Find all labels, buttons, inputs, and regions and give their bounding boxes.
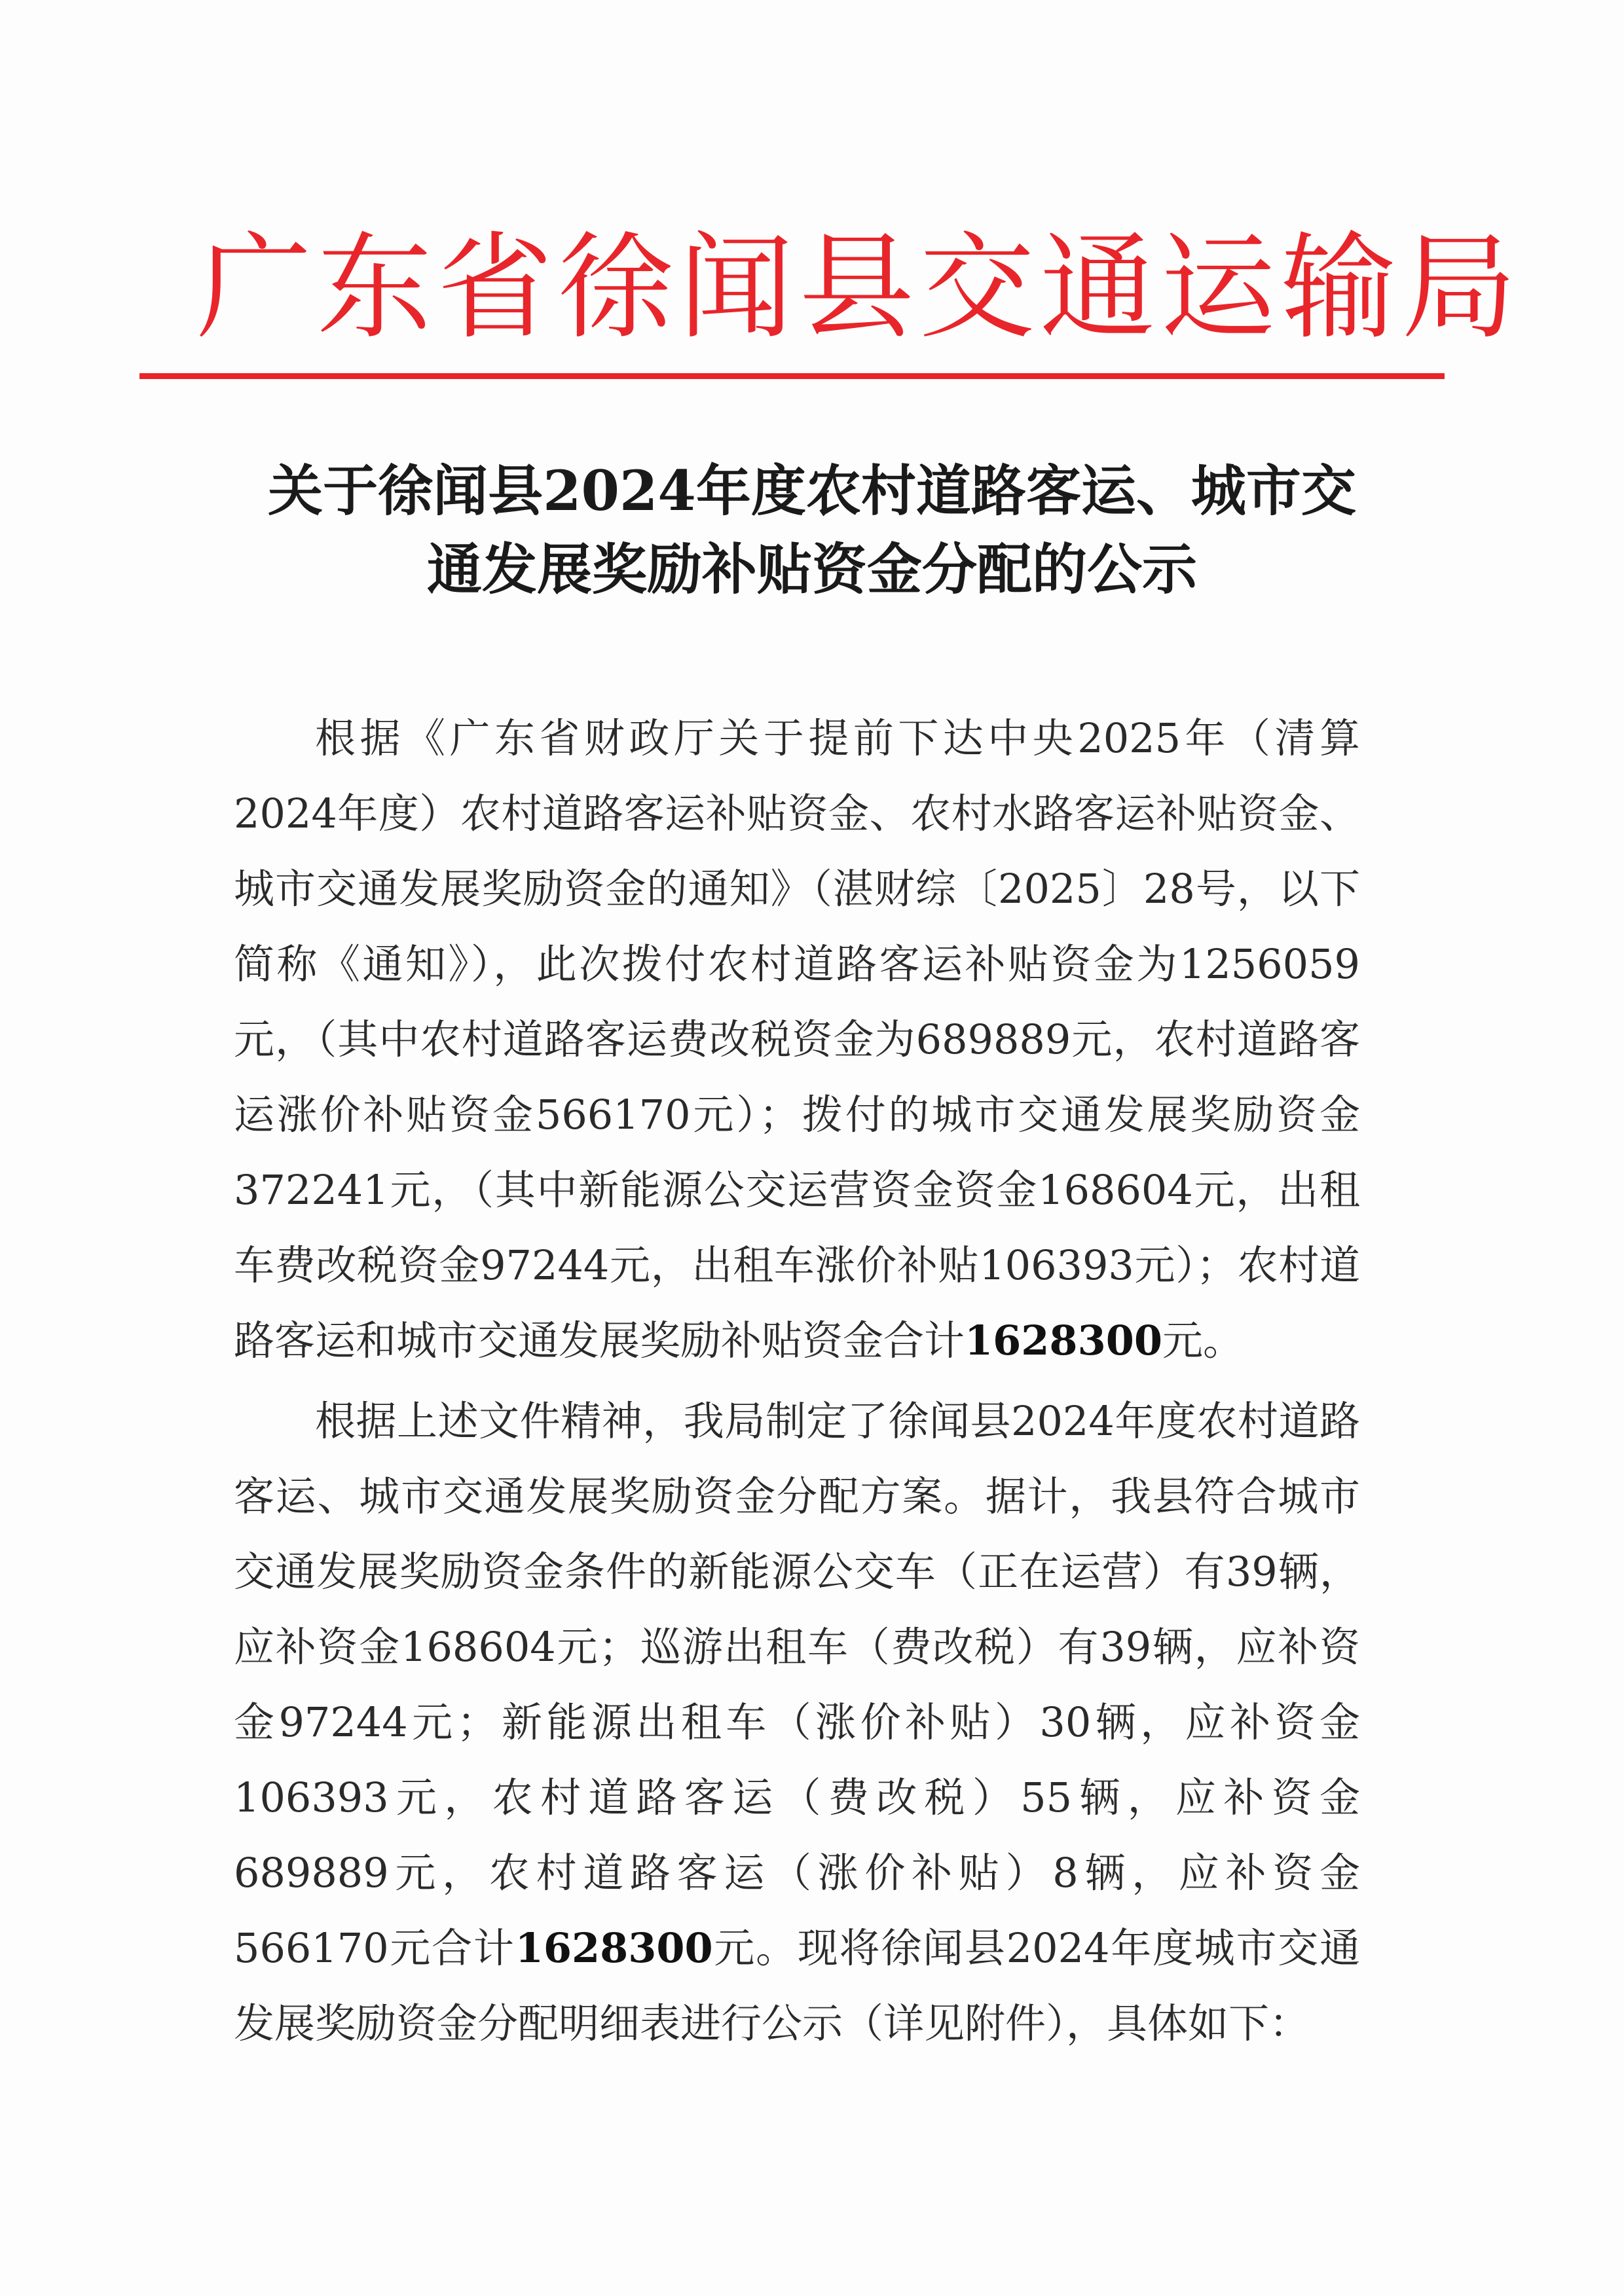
paragraph-1-text: 根据《广东省财政厅关于提前下达中央2025年（清算2024年度）农村道路客运补贴资金、农村水路客运补贴资金、城市交通发展奖励资金的通知》（湛财综〔2025〕28号，以下简称《通知》），此次拨付农村道路客运补贴资金为1256059元，（其中农村道路客运费改税资金为689889元，农村道路客运涨价补贴资金566170元）；拨付的城市交通发展奖励资金372241元，（其中新能源公交运营资金资金168604元，出租车费改税资金97244元，出租车涨价补贴106393元）；农村道路客运和城市交通发展奖励补贴资金合计 [234, 714, 1360, 1364]
document-title [196, 452, 1428, 609]
body-paragraph-1 [234, 701, 1360, 1378]
agency-letterhead: 广东省徐闻县交通运输局 [196, 221, 1522, 355]
title-line-1: 关于徐闻县2024年度农村道路客运、城市交 [268, 458, 1356, 523]
paragraph-1-text-end: 元。 [1162, 1317, 1244, 1364]
paragraph-2-text: 根据上述文件精神，我局制定了徐闻县2024年度农村道路客运、城市交通发展奖励资金分配方案。据计，我县符合城市交通发展奖励资金条件的新能源公交车（正在运营）有39辆，应补资金168604元；巡游出租车（费改税）有39辆，应补资金97244元；新能源出租车（涨价补贴）30辆，应补资金106393元，农村道路客运（费改税）55辆，应补资金689889元，农村道路客运（涨价补贴）8辆，应补资金566170元合计 [234, 1397, 1360, 1972]
paragraph-2-total-amount: 1628300 [515, 1924, 713, 1972]
paragraph-2-text-end: 元。现将徐闻县2024年度城市交通发展奖励资金分配明细表进行公示（详见附件），具体如下： [234, 1924, 1360, 2047]
body-paragraph-2 [234, 1383, 1360, 2061]
letterhead-red-rule [139, 373, 1445, 379]
title-line-2: 通发展奖励补贴资金分配的公示 [426, 537, 1197, 602]
paragraph-1-total-amount: 1628300 [965, 1317, 1162, 1364]
document-body [234, 701, 1360, 2066]
